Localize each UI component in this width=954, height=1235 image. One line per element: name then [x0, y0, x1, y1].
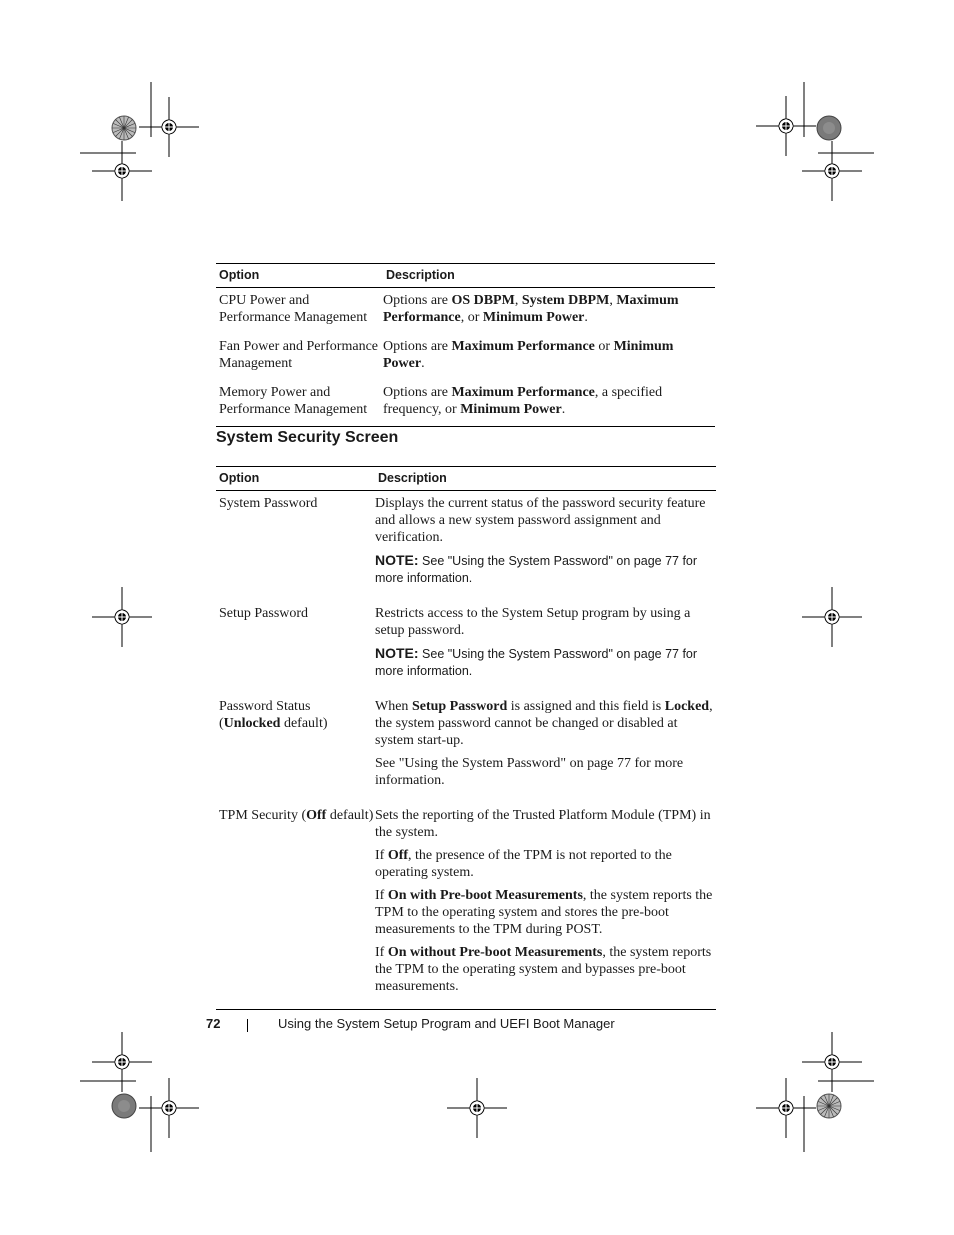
text-run: is assigned and this field is	[507, 699, 665, 714]
text-run: .	[584, 310, 588, 325]
table-header-row	[216, 467, 716, 491]
option-cell	[216, 491, 375, 602]
table-row	[216, 601, 716, 694]
note-text: See "Using the System Password" on page 77 for more information.	[375, 647, 698, 678]
description-block	[375, 694, 716, 803]
text-run: , the system reports the TPM to the operating system and stores the pre-boot measurements to the TPM during POST.	[375, 888, 713, 937]
option-name	[219, 601, 375, 630]
option-name: Fan Power and Performance Management	[219, 339, 379, 371]
text-run: TPM Security (	[219, 808, 307, 823]
description-paragraph	[375, 495, 716, 546]
bold-text: Off	[387, 848, 409, 863]
option-name	[219, 491, 375, 520]
description-paragraph	[375, 698, 716, 749]
description-paragraph	[375, 605, 716, 639]
description-text	[383, 334, 715, 380]
text-run: , or	[460, 310, 483, 325]
text-run: ,	[609, 293, 617, 308]
bold-text: Maximum Performance	[451, 385, 595, 400]
text-run: , the system password cannot be changed or disabled at system start-up.	[375, 699, 713, 748]
option-cell	[216, 288, 383, 335]
section-title: System Security Screen	[216, 429, 399, 446]
text-run: System Password	[219, 496, 318, 511]
bold-text: Maximum Performance	[383, 293, 679, 325]
text-run: .	[561, 402, 566, 417]
note-label: NOTE:	[375, 552, 419, 568]
text-run: When	[375, 699, 412, 714]
description-cell	[383, 334, 715, 380]
description-block	[375, 601, 716, 694]
description-cell	[375, 491, 716, 602]
bold-text: Locked	[664, 699, 710, 714]
table-header-row	[216, 264, 715, 288]
text-run: or	[594, 339, 614, 354]
text-run: See "Using the System Password" on page 77 for more information.	[375, 756, 684, 788]
description-cell	[383, 380, 715, 427]
power-options-table	[216, 263, 715, 427]
footer-divider	[247, 1019, 248, 1032]
text-run: default)	[280, 716, 328, 731]
text-run: Options are	[383, 385, 452, 400]
description-cell	[375, 803, 716, 1010]
text-run: Sets the reporting of the Trusted Platform Module (TPM) in the system.	[375, 808, 711, 840]
text-run: .	[421, 356, 425, 371]
description-paragraph	[375, 847, 716, 881]
text-run: Setup Password	[219, 606, 309, 621]
page-footer	[0, 1016, 954, 1036]
footer-chapter-title: Using the System Setup Program and UEFI Boot Manager	[278, 1016, 615, 1031]
table-row	[216, 491, 716, 602]
option-cell	[216, 803, 375, 1010]
text-run: , the presence of the TPM is not reported to the operating system.	[375, 848, 672, 880]
text-run: ,	[514, 293, 522, 308]
text-run: If	[375, 848, 388, 863]
description-paragraph	[375, 807, 716, 841]
description-text	[383, 380, 715, 426]
table-row	[216, 334, 715, 380]
bold-text: Off	[306, 808, 327, 823]
bold-text: Unlocked	[223, 716, 281, 731]
description-block	[375, 491, 716, 601]
text-run: , a specified frequency, or	[383, 385, 663, 417]
note-text: See "Using the System Password" on page 77 for more information.	[375, 554, 698, 585]
description-paragraph	[375, 755, 716, 789]
text-run: Options are	[383, 293, 452, 308]
bold-text: On without Pre-boot Measurements	[387, 945, 603, 960]
description-cell	[383, 288, 715, 335]
description-text	[383, 288, 715, 334]
column-header-description: Description	[378, 471, 447, 485]
option-cell	[216, 380, 383, 427]
option-cell	[216, 334, 383, 380]
text-run: , the system reports the TPM to the operating system and bypasses pre-boot measurements.	[375, 945, 712, 994]
column-header-option: Option	[219, 268, 260, 282]
option-cell	[216, 694, 375, 803]
option-cell	[216, 601, 375, 694]
description-paragraph	[375, 887, 716, 938]
table-row	[216, 803, 716, 1010]
note-paragraph	[375, 645, 716, 680]
text-run: Restricts access to the System Setup program by using a setup password.	[375, 606, 691, 638]
option-name	[219, 803, 375, 832]
description-cell	[375, 601, 716, 694]
text-run: Options are	[383, 339, 452, 354]
note-label: NOTE:	[375, 645, 419, 661]
text-run: Password Status (	[219, 699, 311, 731]
bold-text: Minimum Power	[482, 310, 585, 325]
page-number: 72	[206, 1016, 221, 1031]
table-row	[216, 694, 716, 803]
bold-text: Minimum Power	[383, 339, 674, 371]
bold-text: OS DBPM	[451, 293, 515, 308]
bold-text: On with Pre-boot Measurements	[387, 888, 583, 903]
table-row	[216, 288, 715, 335]
column-header-description: Description	[386, 268, 455, 282]
option-name: Memory Power and Performance Management	[219, 385, 368, 417]
description-paragraph	[375, 944, 716, 995]
bold-text: Maximum Performance	[451, 339, 595, 354]
security-options-table	[216, 466, 716, 1010]
text-run: Displays the current status of the password security feature and allows a new system password assignment and verification.	[375, 496, 706, 545]
bold-text: System DBPM	[521, 293, 610, 308]
description-cell	[375, 694, 716, 803]
bold-text: Minimum Power	[460, 402, 562, 417]
text-run: default)	[326, 808, 374, 823]
table-row	[216, 380, 715, 427]
text-run: If	[375, 945, 388, 960]
text-run: If	[375, 888, 388, 903]
bold-text: Setup Password	[411, 699, 508, 714]
description-block	[375, 803, 716, 1009]
note-paragraph	[375, 552, 716, 587]
option-name	[219, 694, 375, 740]
option-name: CPU Power and Performance Management	[219, 293, 368, 325]
column-header-option: Option	[219, 471, 260, 485]
